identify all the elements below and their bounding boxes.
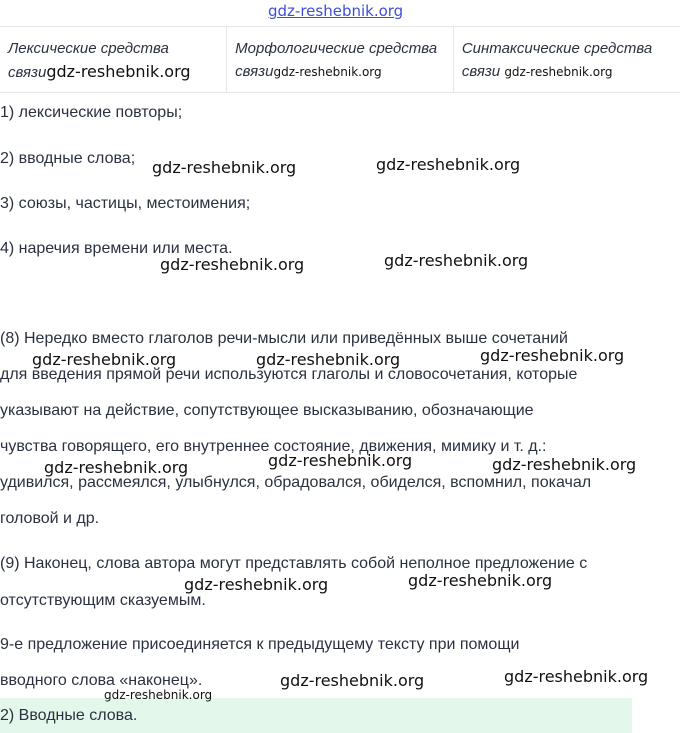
means-table (0, 26, 680, 93)
watermark: gdz-reshebnik.org (408, 571, 553, 590)
watermark: gdz-reshebnik.org (46, 62, 191, 81)
watermark: gdz-reshebnik.org (280, 671, 425, 690)
list-item: 4) наречия времени или места. (0, 240, 233, 257)
paragraph-line: отсутствующим сказуемым. (0, 592, 206, 609)
watermark: gdz-reshebnik.org (480, 346, 625, 365)
paragraph-line: для введения прямой речи используются глаголы и словосочетания, которые (0, 366, 578, 383)
header-label: Синтаксические средства связи (461, 40, 653, 80)
header-label: Морфологические средства связи (235, 40, 438, 80)
paragraph-line: 9-е предложение присоединяется к предыдущему тексту при помощи (0, 636, 520, 653)
watermark: gdz-reshebnik.org (273, 65, 382, 79)
answer-text: 2) Вводные слова. (0, 707, 138, 724)
header-cell-syntactic (453, 27, 680, 93)
watermark: gdz-reshebnik.org (160, 255, 305, 274)
header-cell-lexical (0, 27, 227, 93)
watermark: gdz-reshebnik.org (504, 667, 649, 686)
watermark: gdz-reshebnik.org (32, 350, 177, 369)
top-watermark-link[interactable]: gdz-reshebnik.org (268, 2, 404, 20)
watermark: gdz-reshebnik.org (152, 158, 297, 177)
watermark: gdz-reshebnik.org (44, 458, 189, 477)
watermark: gdz-reshebnik.org (384, 251, 529, 270)
watermark: gdz-reshebnik.org (104, 688, 213, 702)
paragraph-line: чувства говорящего, его внутреннее состояние, движения, мимику и т. д.: (0, 438, 547, 455)
list-item: 2) вводные слова; (0, 150, 136, 167)
watermark: gdz-reshebnik.org (504, 65, 613, 79)
paragraph-line: удивился, рассмеялся, улыбнулся, обрадовался, обиделся, вспомнил, покачал (0, 474, 592, 491)
watermark: gdz-reshebnik.org (492, 455, 637, 474)
header-cell-morphological (227, 27, 454, 93)
paragraph-line: головой и др. (0, 510, 100, 527)
paragraph-line: (9) Наконец, слова автора могут представлять собой неполное предложение с (0, 555, 588, 572)
watermark: gdz-reshebnik.org (376, 155, 521, 174)
watermark: gdz-reshebnik.org (268, 451, 413, 470)
list-item: 1) лексические повторы; (0, 104, 183, 121)
list-item: 3) союзы, частицы, местоимения; (0, 195, 251, 212)
paragraph-line: указывают на действие, сопутствующее высказыванию, обозначающие (0, 402, 534, 419)
paragraph-line: вводного слова «наконец». (0, 672, 203, 689)
paragraph-line: (8) Нередко вместо глаголов речи-мысли или приведённых выше сочетаний (0, 330, 568, 347)
table-header-row (0, 27, 680, 93)
watermark: gdz-reshebnik.org (256, 350, 401, 369)
watermark: gdz-reshebnik.org (184, 575, 329, 594)
header-label: Лексические средства связи (8, 40, 169, 81)
